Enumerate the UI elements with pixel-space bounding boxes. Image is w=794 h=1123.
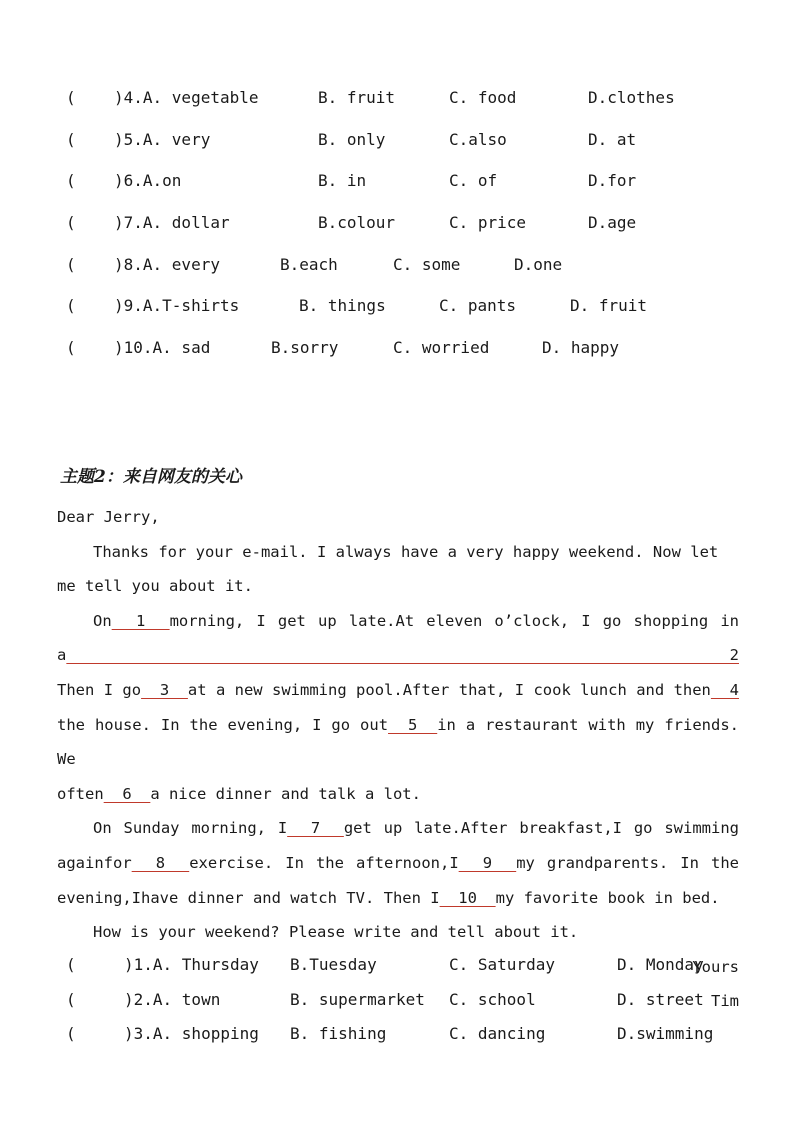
text: On — [93, 611, 112, 630]
answer-paren: ( — [66, 88, 76, 107]
text: my favorite book in bed. — [495, 888, 720, 907]
answer-paren: ( — [66, 130, 76, 149]
blank-2: 2 — [66, 646, 739, 665]
option-c: C. some — [393, 255, 461, 274]
text: my grandparents. In the — [516, 853, 739, 872]
option-b: B.each — [280, 255, 338, 274]
option-c: C. school — [449, 990, 536, 1009]
option-c: C. worried — [393, 338, 490, 357]
question-stem: )9.A.T-shirts — [114, 296, 240, 315]
option-c: C. Saturday — [449, 955, 555, 974]
blank-1: 1 — [111, 611, 170, 630]
text: againfor — [57, 853, 132, 872]
question-stem: )6.A.on — [114, 171, 182, 190]
option-d: D.one — [514, 255, 563, 274]
option-c: C.also — [449, 130, 507, 149]
text: On Sunday morning, I — [93, 819, 288, 838]
question-stem: )1.A. Thursday — [124, 955, 259, 974]
option-b: B.Tuesday — [290, 955, 377, 974]
option-c: C. pants — [439, 296, 517, 315]
option-b: B. things — [299, 296, 386, 315]
option-d: D. fruit — [570, 296, 648, 315]
text: the house. In the evening, I go out — [57, 715, 389, 734]
text: Then I go — [57, 680, 142, 699]
option-b: B. fruit — [318, 88, 396, 107]
text: a nice dinner and talk a lot. — [150, 784, 421, 803]
letter-closing: Yours — [692, 957, 739, 976]
blank-10: 10 — [439, 888, 496, 907]
option-d: D.age — [588, 213, 637, 232]
text: get up late.After breakfast,I go swimming — [343, 819, 739, 838]
letter-paragraph-3-line-2 — [57, 846, 739, 881]
question-stem: )2.A. town — [124, 990, 221, 1009]
answer-paren: ( — [66, 255, 76, 274]
question-stem: )10.A. sad — [114, 338, 211, 357]
section-title: 主题2：来自网友的关心 — [60, 467, 242, 487]
option-d: D. street — [617, 990, 704, 1009]
blank-6: 6 — [103, 784, 151, 803]
answer-paren: ( — [66, 338, 76, 357]
letter-paragraph-2-line-4 — [57, 777, 739, 812]
question-stem: )5.A. very — [114, 130, 211, 149]
option-b: B. in — [318, 171, 367, 190]
option-b: B.sorry — [271, 338, 339, 357]
letter-body — [57, 500, 739, 1019]
option-d: D.swimming — [617, 1024, 714, 1043]
answer-paren: ( — [66, 955, 76, 974]
text: in a restaurant with my friends. We — [57, 715, 739, 769]
blank-3: 3 — [141, 680, 188, 699]
text: exercise. In the afternoon,I — [189, 853, 459, 872]
letter-paragraph-2-line-1 — [57, 604, 739, 673]
question-stem: )3.A. shopping — [124, 1024, 259, 1043]
option-d: D. at — [588, 130, 637, 149]
option-d: D.for — [588, 171, 637, 190]
letter-paragraph-3-line-1 — [57, 811, 739, 846]
letter-paragraph-3-line-3 — [57, 881, 739, 916]
blank-8: 8 — [131, 853, 190, 872]
text: at a new swimming pool.After that, I cook lunch and then — [187, 680, 711, 699]
letter-signature: Tim — [711, 992, 739, 1011]
letter-paragraph-2-line-3 — [57, 708, 739, 777]
blank-5: 5 — [388, 715, 438, 734]
letter-greeting: Dear Jerry, — [57, 508, 160, 526]
text: often — [57, 784, 104, 803]
text: evening,Ihave dinner and watch TV. Then I — [57, 888, 440, 907]
option-b: B.colour — [318, 213, 396, 232]
answer-paren: ( — [66, 171, 76, 190]
answer-paren: ( — [66, 1024, 76, 1043]
option-d: D. happy — [542, 338, 620, 357]
question-stem: )4.A. vegetable — [114, 88, 259, 107]
answer-paren: ( — [66, 990, 76, 1009]
option-d: D. Monday — [617, 955, 704, 974]
answer-paren: ( — [66, 213, 76, 232]
option-c: C. price — [449, 213, 527, 232]
option-b: B. only — [318, 130, 386, 149]
option-b: B. fishing — [290, 1024, 387, 1043]
answer-paren: ( — [66, 296, 76, 315]
text: morning, I get up late.At eleven o’clock, I go shopping in a — [57, 611, 739, 665]
letter-paragraph-4: How is your weekend? Please write and tell about it. — [93, 923, 579, 942]
blank-4: 4 — [710, 680, 739, 699]
blank-9: 9 — [458, 853, 517, 872]
letter-paragraph-1: Thanks for your e-mail. I always have a very happy weekend. Now let me tell you about it. — [57, 542, 719, 596]
option-c: C. of — [449, 171, 498, 190]
letter-paragraph-2-line-2 — [57, 673, 739, 708]
option-c: C. dancing — [449, 1024, 546, 1043]
option-b: B. supermarket — [290, 990, 425, 1009]
question-stem: )7.A. dollar — [114, 213, 230, 232]
question-stem: )8.A. every — [114, 255, 220, 274]
blank-7: 7 — [287, 819, 344, 838]
option-c: C. food — [449, 88, 517, 107]
option-d: D.clothes — [588, 88, 675, 107]
